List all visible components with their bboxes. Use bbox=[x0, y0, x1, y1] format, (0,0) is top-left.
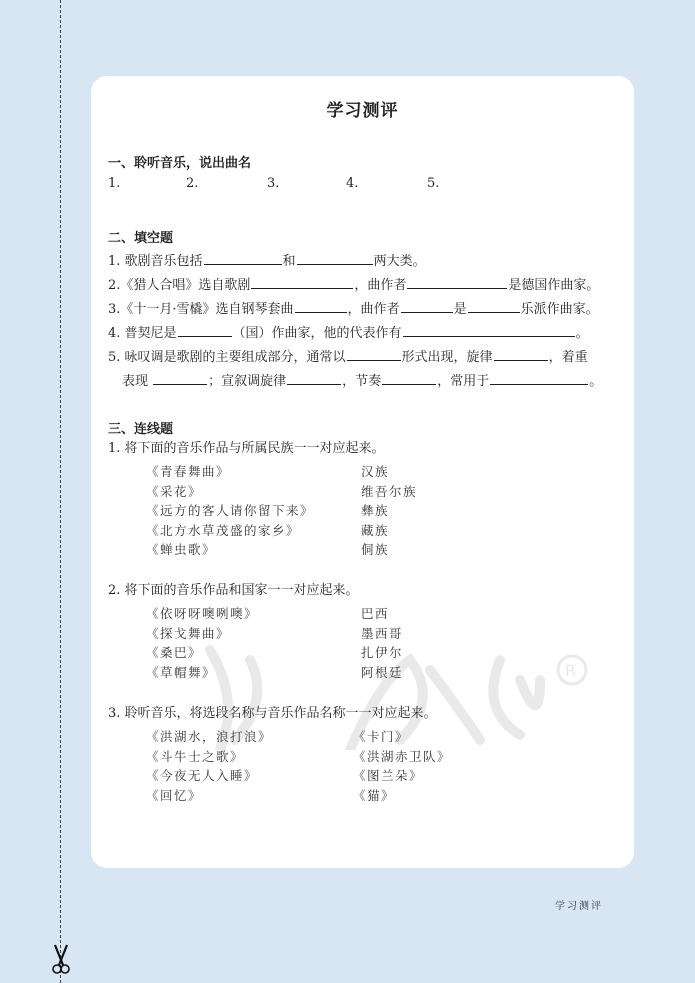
match-left-item[interactable]: 《今夜无人入睡》 bbox=[146, 768, 259, 783]
match-question-1-prompt: 1. 将下面的音乐作品与所属民族一一对应起来。 bbox=[108, 441, 385, 456]
answer-blank[interactable] bbox=[494, 346, 548, 361]
answer-blank[interactable] bbox=[382, 370, 436, 385]
answer-blank[interactable] bbox=[401, 298, 453, 313]
scissors-icon bbox=[50, 943, 72, 975]
match-left-item[interactable]: 《桑巴》 bbox=[146, 645, 203, 660]
answer-number: 3. bbox=[267, 176, 280, 191]
match-right-item[interactable]: 《洪湖赤卫队》 bbox=[353, 749, 452, 764]
match-left-item[interactable]: 《依呀呀噢咧噢》 bbox=[146, 606, 259, 621]
answer-blank[interactable] bbox=[295, 298, 347, 313]
answer-number: 1. bbox=[108, 176, 121, 191]
match-right-item[interactable]: 藏族 bbox=[361, 523, 390, 538]
match-right-item[interactable]: 巴西 bbox=[361, 606, 390, 621]
match-left-item[interactable]: 《草帽舞》 bbox=[146, 665, 217, 680]
fill-question-5-cont: 表现 ；宣叙调旋律 ，节奏 ，常用于 。 bbox=[122, 370, 602, 391]
match-left-item[interactable]: 《回忆》 bbox=[146, 788, 203, 803]
answer-blank[interactable] bbox=[153, 370, 207, 385]
answer-number: 4. bbox=[346, 176, 359, 191]
cut-line bbox=[60, 0, 61, 983]
match-right-item[interactable]: 侗族 bbox=[361, 542, 390, 557]
match-right-item[interactable]: 维吾尔族 bbox=[361, 484, 418, 499]
footer-page-label: 学习测评 bbox=[555, 901, 603, 912]
answer-number: 5. bbox=[427, 176, 440, 191]
fill-question-2: 2.《猎人合唱》选自歌剧 ，曲作者 是德国作曲家。 bbox=[108, 274, 599, 295]
fill-question-5: 5. 咏叹调是歌剧的主要组成部分，通常以 形式出现，旋律 ，着重 bbox=[108, 346, 588, 367]
match-right-item[interactable]: 墨西哥 bbox=[361, 626, 404, 641]
match-left-item[interactable]: 《探戈舞曲》 bbox=[146, 626, 231, 641]
match-right-item[interactable]: 扎伊尔 bbox=[361, 645, 404, 660]
answer-blank[interactable] bbox=[178, 322, 232, 337]
fill-question-4: 4. 普契尼是 （国）作曲家，他的代表作有 。 bbox=[108, 322, 589, 343]
section2-heading: 二、填空题 bbox=[108, 231, 174, 246]
match-right-item[interactable]: 汉族 bbox=[361, 464, 390, 479]
assessment-card bbox=[91, 76, 634, 868]
match-right-item[interactable]: 阿根廷 bbox=[361, 665, 404, 680]
match-left-item[interactable]: 《斗牛士之歌》 bbox=[146, 749, 245, 764]
match-left-item[interactable]: 《青春舞曲》 bbox=[146, 464, 231, 479]
match-left-item[interactable]: 《洪湖水，浪打浪》 bbox=[146, 729, 273, 744]
answer-blank[interactable] bbox=[297, 250, 373, 265]
match-right-item[interactable]: 《图兰朵》 bbox=[353, 768, 424, 783]
fill-question-1: 1. 歌剧音乐包括 和 两大类。 bbox=[108, 250, 426, 271]
fill-question-3: 3.《十一月·雪橇》选自钢琴套曲 ，曲作者 是 乐派作曲家。 bbox=[108, 298, 599, 319]
answer-blank[interactable] bbox=[347, 346, 401, 361]
answer-blank[interactable] bbox=[204, 250, 282, 265]
answer-blank[interactable] bbox=[251, 274, 353, 289]
answer-blank[interactable] bbox=[287, 370, 341, 385]
answer-number: 2. bbox=[186, 176, 199, 191]
section1-heading: 一、聆听音乐，说出曲名 bbox=[108, 156, 252, 171]
section3-heading: 三、连线题 bbox=[108, 422, 174, 437]
match-left-item[interactable]: 《北方水草茂盛的家乡》 bbox=[146, 523, 301, 538]
match-left-item[interactable]: 《蝉虫歌》 bbox=[146, 542, 217, 557]
answer-blank[interactable] bbox=[490, 370, 588, 385]
match-right-item[interactable]: 《卡门》 bbox=[353, 729, 410, 744]
page-title: 学习测评 bbox=[326, 101, 399, 121]
match-right-item[interactable]: 《猫》 bbox=[353, 788, 396, 803]
answer-blank[interactable] bbox=[407, 274, 507, 289]
match-right-item[interactable]: 彝族 bbox=[361, 503, 390, 518]
match-left-item[interactable]: 《远方的客人请你留下来》 bbox=[146, 503, 315, 518]
answer-blank[interactable] bbox=[403, 322, 575, 337]
match-question-2-prompt: 2. 将下面的音乐作品和国家一一对应起来。 bbox=[108, 583, 359, 598]
answer-blank[interactable] bbox=[468, 298, 520, 313]
match-question-3-prompt: 3. 聆听音乐，将选段名称与音乐作品名称一一对应起来。 bbox=[108, 706, 437, 721]
match-left-item[interactable]: 《采花》 bbox=[146, 484, 203, 499]
